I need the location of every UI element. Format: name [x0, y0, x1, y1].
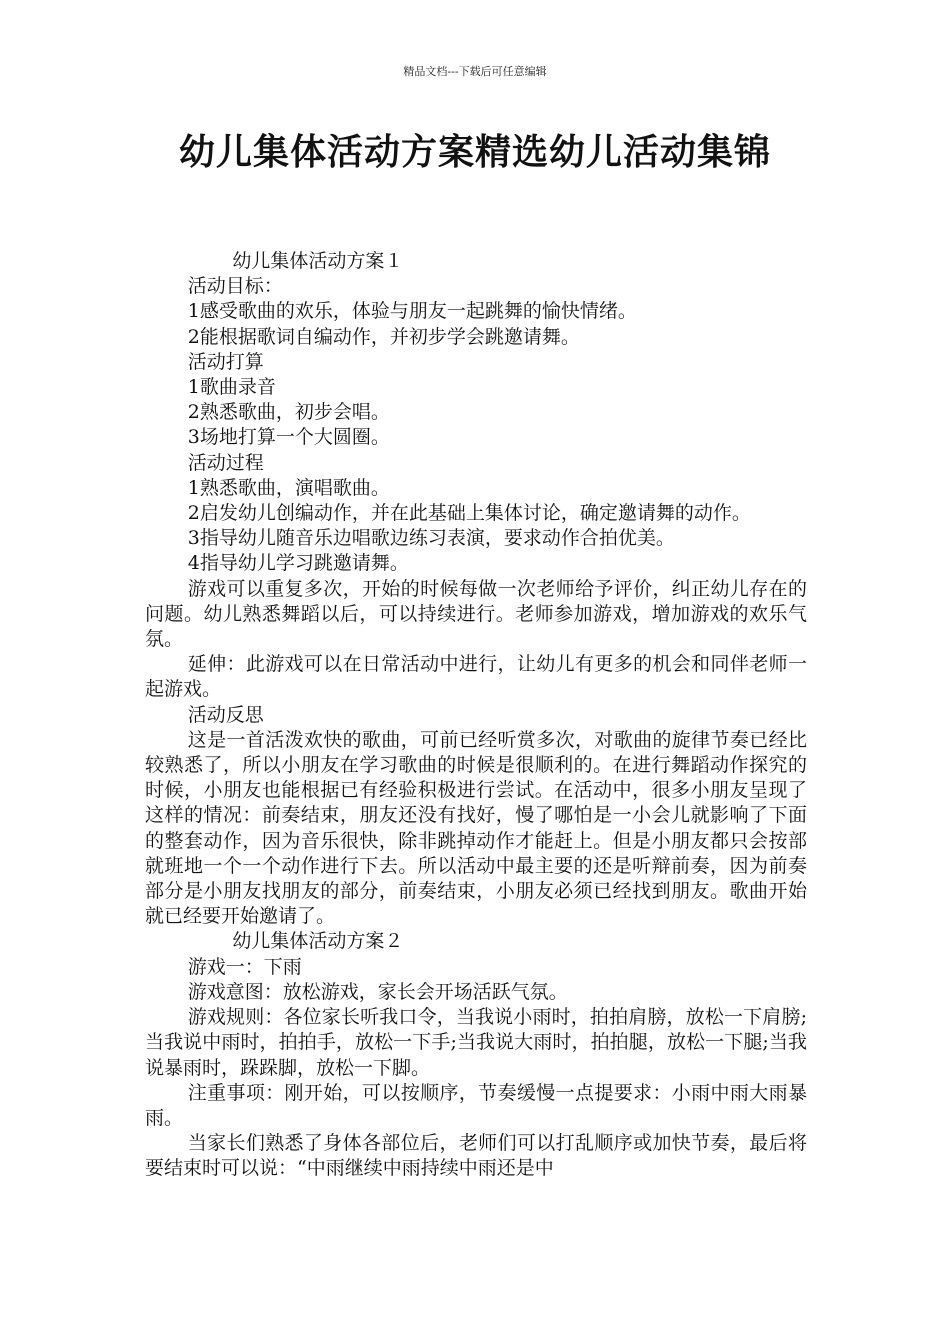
paragraph: 游戏意图：放松游戏，家长会开场活跃气氛。: [187, 980, 568, 1003]
paragraph: 4指导幼儿学习跳邀请舞。: [187, 552, 409, 575]
paragraph: 1歌曲录音: [187, 376, 276, 399]
paragraph: 1感受歌曲的欢乐，体验与朋友一起跳舞的愉快情绪。: [187, 300, 637, 323]
section-heading: 幼儿集体活动方案１: [232, 250, 404, 272]
header-note: 精品文档---下载后可任意编辑: [403, 65, 547, 78]
section-heading: 幼儿集体活动方案２: [232, 930, 404, 953]
paragraph: 延伸：此游戏可以在日常活动中进行，让幼儿有更多的机会和同伴老师一起游戏。: [145, 653, 807, 701]
paragraph: 游戏可以重复多次，开始的时候每做一次老师给予评价，纠正幼儿存在的问题。幼儿熟悉舞蹈以后，可以持续进行。老师参加游戏，增加游戏的欢乐气氛。: [145, 577, 807, 651]
paragraph: 注重事项：刚开始，可以按顺序，节奏缓慢一点提要求：小雨中雨大雨暴雨。: [145, 1081, 807, 1129]
paragraph: 这是一首活泼欢快的歌曲，可前已经听赏多次，对歌曲的旋律节奏已经比较熟悉了，所以小朋友在学习歌曲的时候是很顺利的。在进行舞蹈动作探究的时候，小朋友也能根据已有经验积极进行尝试。在活动中，很多小朋友呈现了这样的情况：前奏结束，朋友还没有找好，慢了哪怕是一小会儿就影响了下面的整套动作，因为音乐很快，除非跳掉动作才能赶上。但是小朋友都只会按部就班地一个一个动作进行下去。所以活动中最主要的还是听辩前奏，因为前奏部分是小朋友找朋友的部分，前奏结束，小朋友必须已经找到朋友。歌曲开始就已经要开始邀请了。: [145, 728, 807, 928]
paragraph: 当家长们熟悉了身体各部位后，老师们可以打乱顺序或加快节奏，最后将要结束时可以说：“中雨继续中雨持续中雨还是中: [145, 1132, 807, 1180]
paragraph: 2能根据歌词自编动作，并初步学会跳邀请舞。: [187, 325, 580, 348]
paragraph: 游戏一：下雨: [187, 955, 302, 978]
document-title: 幼儿集体活动方案精选幼儿活动集锦: [178, 132, 771, 173]
paragraph: 2启发幼儿创编动作，并在此基础上集体讨论，确定邀请舞的动作。: [187, 502, 751, 525]
paragraph: 1熟悉歌曲，演唱歌曲。: [187, 476, 390, 499]
paragraph: 活动反思: [187, 703, 264, 726]
paragraph: 活动目标：: [187, 275, 283, 298]
paragraph: 活动打算: [187, 350, 264, 373]
document-body: [145, 249, 807, 1182]
paragraph: 3场地打算一个大圆圈。: [187, 426, 390, 449]
paragraph: 3指导幼儿随音乐边唱歌边练习表演，要求动作合拍优美。: [187, 527, 675, 550]
paragraph: 2熟悉歌曲，初步会唱。: [187, 401, 390, 424]
paragraph: 游戏规则：各位家长听我口令，当我说小雨时，拍拍肩膀，放松一下肩膀;当我说中雨时，拍拍手，放松一下手;当我说大雨时，拍拍腿，放松一下腿;当我说暴雨时，跺跺脚，放松一下脚。: [145, 1006, 807, 1079]
paragraph: 活动过程: [187, 451, 264, 474]
